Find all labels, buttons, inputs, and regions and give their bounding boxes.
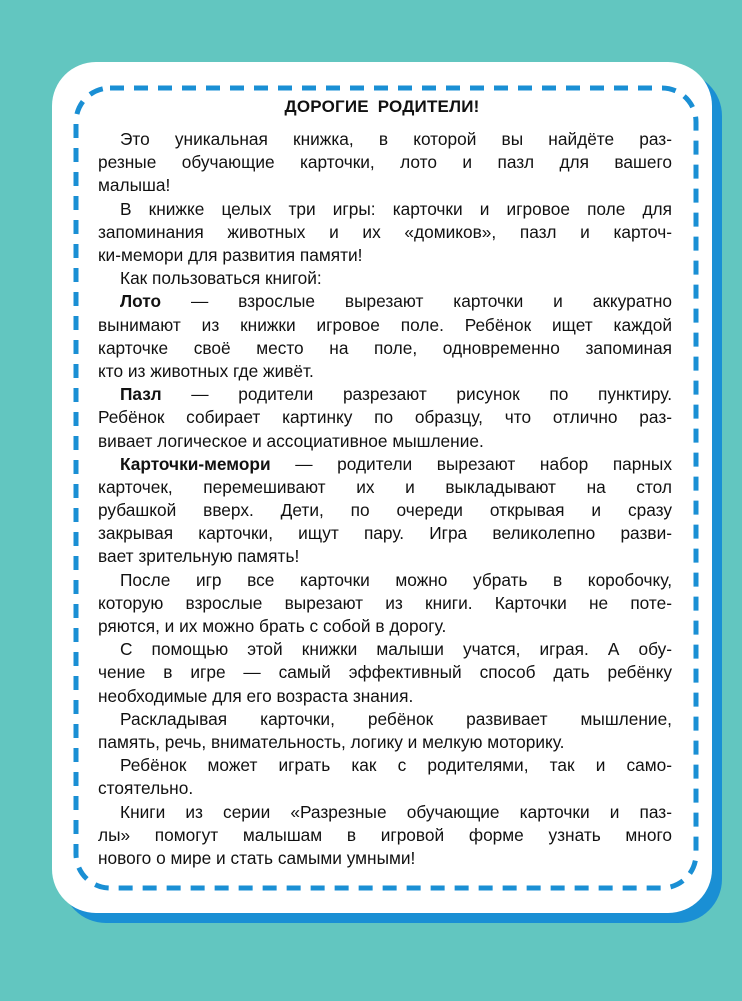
line-text: малыша! — [98, 175, 171, 196]
line-text: — взрослые вырезают карточки и аккуратно — [161, 291, 672, 312]
text-line — [98, 731, 672, 754]
page-title: ДОРОГИЕ РОДИТЕЛИ! — [284, 97, 480, 116]
line-text: Это уникальная книжка, в которой вы найдёте раз- — [120, 129, 672, 149]
text-line — [98, 406, 672, 429]
line-text: После игр все карточки можно убрать в коробочку, — [120, 569, 672, 590]
line-text: Как пользоваться книгой: — [120, 268, 322, 289]
line-text: вынимают из книжки игровое поле. Ребёнок ищет каждой — [98, 314, 672, 335]
line-text: ряются, и их можно брать с собой в дорогу. — [98, 616, 447, 637]
paragraph — [98, 267, 672, 290]
text-line — [98, 267, 672, 290]
text-line — [98, 383, 672, 406]
line-text: резные обучающие карточки, лото и пазл для вашего — [98, 152, 672, 173]
line-text: ки-мемори для развития памяти! — [98, 244, 363, 265]
text-line — [98, 476, 672, 499]
text-line — [98, 337, 672, 360]
line-text: запоминания животных и их «домиков», пазл и карточ- — [98, 221, 672, 242]
line-text: нового о мире и стать самыми умными! — [98, 847, 416, 868]
text-line — [98, 754, 672, 777]
paragraph — [98, 569, 672, 639]
line-text: память, речь, внимательность, логику и мелкую моторику. — [98, 732, 565, 752]
paragraph — [98, 708, 672, 754]
line-text: Ребёнок может играть как с родителями, так и само- — [120, 755, 672, 776]
text-line — [98, 314, 672, 337]
line-text: В книжке целых три игры: карточки и игровое поле для — [120, 198, 672, 219]
line-text: — родители разрезают рисунок по пунктиру. — [161, 384, 672, 405]
line-text: Книги из серии «Разрезные обучающие карточки и паз- — [120, 801, 672, 822]
line-text: С помощью этой книжки малыши учатся, играя. А обу- — [120, 639, 672, 660]
line-text: закрывая карточки, ищут пару. Игра великолепно разви- — [98, 523, 672, 544]
line-text: рубашкой вверх. Дети, по очереди открывая и сразу — [98, 500, 672, 521]
text-line — [98, 453, 672, 476]
line-text: необходимые для его возраста знания. — [98, 685, 414, 706]
text-line — [98, 290, 672, 313]
text-line — [98, 569, 672, 592]
line-text: стоятельно. — [98, 778, 194, 799]
body-text — [98, 128, 672, 870]
text-line — [98, 777, 672, 800]
text-line — [98, 801, 672, 824]
paragraph — [98, 453, 672, 569]
text-line — [98, 847, 672, 870]
text-line — [98, 360, 672, 383]
text-line — [98, 824, 672, 847]
line-text: карточек, перемешивают их и выкладывают на стол — [98, 476, 672, 497]
text-line — [98, 499, 672, 522]
paragraph — [98, 128, 672, 198]
text-line — [98, 244, 672, 267]
line-text: вивает логическое и ассоциативное мышление. — [98, 430, 484, 451]
text-line — [98, 615, 672, 638]
paragraph-lead: Лото — [120, 291, 162, 312]
line-text: — родители вырезают набор парных — [270, 453, 672, 474]
text-line — [98, 545, 672, 568]
paragraph — [98, 801, 672, 871]
line-text: Раскладывая карточки, ребёнок развивает мышление, — [120, 708, 672, 729]
text-line — [98, 661, 672, 684]
paragraph — [98, 638, 672, 708]
text-line — [98, 221, 672, 244]
text-line — [98, 592, 672, 615]
paragraph — [98, 383, 672, 453]
line-text: вает зрительную память! — [98, 546, 300, 567]
text-line — [98, 174, 672, 197]
line-text: лы» помогут малышам в игровой форме узнать много — [98, 824, 672, 845]
line-text: которую взрослые вырезают из книги. Карточки не поте- — [98, 592, 672, 613]
text-line — [98, 638, 672, 661]
paragraph — [98, 290, 672, 383]
text-line — [98, 430, 672, 453]
line-text: карточке своё место на поле, одновременно запоминая — [98, 337, 672, 358]
text-line — [98, 128, 672, 151]
text-line — [98, 151, 672, 174]
line-text: чение в игре — самый эффективный способ дать ребёнку — [98, 662, 672, 683]
paragraph-lead: Карточки-мемори — [120, 453, 271, 474]
line-text: кто из животных где живёт. — [98, 360, 314, 381]
paragraph — [98, 198, 672, 268]
text-line — [98, 685, 672, 708]
text-line — [98, 708, 672, 731]
paragraph-lead: Пазл — [120, 384, 162, 405]
text-line — [98, 198, 672, 221]
text-line — [98, 522, 672, 545]
paragraph — [98, 754, 672, 800]
line-text: Ребёнок собирает картинку по образцу, что отлично раз- — [98, 407, 672, 428]
